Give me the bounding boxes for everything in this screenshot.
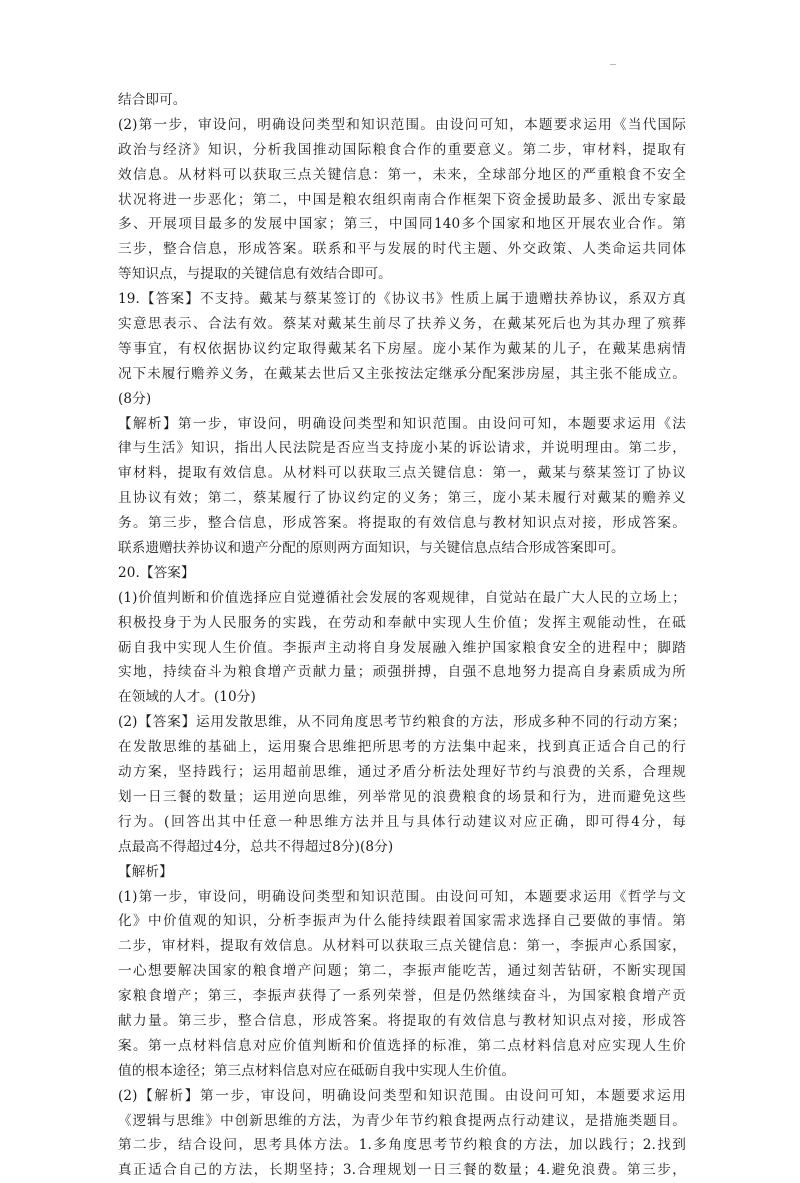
- text-line: 化》中价值观的知识，分析李振声为什么能持续跟着国家需求选择自己要做的事情。第: [118, 913, 686, 930]
- document-page: [118, 88, 686, 1183]
- text-line: 点最高不得超过4分，总共不得超过8分)(8分): [118, 838, 394, 855]
- text-line: 献力量。第三步，整合信息，形成答案。将提取的有效信息与教材知识点对接，形成答: [118, 1012, 686, 1029]
- text-line: 务。第三步，整合信息，形成答案。将提取的有效信息与教材知识点对接，形成答案。: [118, 515, 686, 532]
- text-line: 且协议有效；第二，蔡某履行了协议约定的义务；第三，庞小某未履行对戴某的赡养义: [118, 490, 686, 507]
- text-line: 【解析】: [118, 863, 173, 880]
- text-line: (1)价值判断和价值选择应自觉遵循社会发展的客观规律，自觉站在最广大人民的立场上；: [118, 589, 686, 606]
- text-line: 行为。(回答出其中任意一种思维方法并且与具体行动建议对应正确，即可得4分，每: [118, 813, 686, 830]
- text-line: 律与生活》知识，指出人民法院是否应当支持庞小某的诉讼请求，并说明理由。第二步，: [118, 440, 686, 457]
- text-line: (8分): [118, 390, 152, 407]
- text-line: 一心想要解决国家的粮食增产问题；第二，李振声能吃苦，通过刻苦钻研，不断实现国: [118, 963, 686, 980]
- text-line: 多、开展项目最多的发展中国家；第三，中国同140多个国家和地区开展农业合作。第: [118, 216, 686, 233]
- scan-mark: [610, 64, 616, 65]
- text-line: 等知识点，与提取的关键信息有效结合即可。: [118, 266, 392, 283]
- text-line: 实地，持续奋斗为粮食增产贡献力量；顽强拼搏，自强不息地努力提高自身素质成为所: [118, 664, 686, 681]
- text-line: 第二步，结合设问，思考具体方法。1.多角度思考节约粮食的方法，加以践行；2.找到: [118, 1137, 686, 1154]
- text-line: (1)第一步，审设问，明确设问类型和知识范围。由设问可知，本题要求运用《哲学与文: [118, 888, 686, 905]
- text-line: 19.【答案】不支持。戴某与蔡某签订的《协议书》性质上属于遗赠扶养协议，系双方真: [118, 291, 686, 308]
- text-line: (2)第一步，审设问，明确设问类型和知识范围。由设问可知，本题要求运用《当代国际: [118, 116, 686, 133]
- text-line: 结合即可。: [118, 92, 187, 108]
- text-line: 20.【答案】: [118, 564, 195, 581]
- text-line: 砺自我中实现人生价值。李振声主动将自身发展融入维护国家粮食安全的进程中；脚踏: [118, 639, 686, 656]
- text-line: 实意思表示、合法有效。蔡某对戴某生前尽了扶养义务，在戴某死后也为其办理了殡葬: [118, 316, 686, 333]
- text-line: 划一日三餐的数量；运用逆向思维，列举常见的浪费粮食的场景和行为，进而避免这些: [118, 788, 686, 805]
- text-line: (2)【解析】第一步，审设问，明确设问类型和知识范围。由设问可知，本题要求运用: [118, 1087, 686, 1104]
- text-line: 值的根本途径；第三点材料信息对应在砥砺自我中实现人生价值。: [118, 1062, 516, 1079]
- text-line: 状况将进一步恶化；第二，中国是粮农组织南南合作框架下资金援助最多、派出专家最: [118, 191, 686, 208]
- text-line: 【解析】第一步，审设问，明确设问类型和知识范围。由设问可知，本题要求运用《法: [118, 415, 686, 432]
- text-line: 联系遗赠扶养协议和遗产分配的原则两方面知识，与关键信息点结合形成答案即可。: [118, 540, 625, 557]
- text-line: 三步，整合信息，形成答案。联系和平与发展的时代主题、外交政策、人类命运共同体: [118, 241, 686, 258]
- text-line: (2)【答案】运用发散思维，从不同角度思考节约粮食的方法，形成多种不同的行动方案；: [118, 714, 686, 731]
- text-line: 在领域的人才。(10分): [118, 689, 256, 706]
- text-line: 积极投身于为人民服务的实践，在劳动和奉献中实现人生价值；发挥主观能动性，在砥: [118, 614, 686, 631]
- text-line: 效信息。从材料可以获取三点关键信息：第一，未来，全球部分地区的严重粮食不安全: [118, 166, 686, 183]
- text-line: 况下未履行赡养义务，在戴某去世后又主张按法定继承分配案涉房屋，其主张不能成立。: [118, 365, 686, 382]
- text-line: 动方案，坚持践行；运用超前思维，通过矛盾分析法处理好节约与浪费的关系，合理规: [118, 764, 686, 781]
- text-line: 等事宜，有权依据协议约定取得戴某名下房屋。庞小某作为戴某的儿子，在戴某患病情: [118, 340, 686, 357]
- text-line: 《逻辑与思维》中创新思维的方法，为青少年节约粮食提两点行动建议，是措施类题目。: [118, 1112, 686, 1129]
- text-line: 案。第一点材料信息对应价值判断和价值选择的标准，第二点材料信息对应实现人生价: [118, 1037, 686, 1054]
- text-line: 家粮食增产；第三，李振声获得了一系列荣誉，但是仍然继续奋斗，为国家粮食增产贡: [118, 988, 686, 1005]
- text-line: 政治与经济》知识，分析我国推动国际粮食合作的重要意义。第二步，审材料，提取有: [118, 141, 686, 158]
- text-line: 审材料，提取有效信息。从材料可以获取三点关键信息：第一，戴某与蔡某签订了协议: [118, 465, 686, 482]
- text-line: 在发散思维的基础上，运用聚合思维把所思考的方法集中起来，找到真正适合自己的行: [118, 739, 686, 756]
- text-line: 二步，审材料，提取有效信息。从材料可以获取三点关键信息：第一，李振声心系国家，: [118, 938, 686, 955]
- text-line: 真正适合自己的方法，长期坚持；3.合理规划一日三餐的数量；4.避免浪费。第三步，: [118, 1162, 686, 1179]
